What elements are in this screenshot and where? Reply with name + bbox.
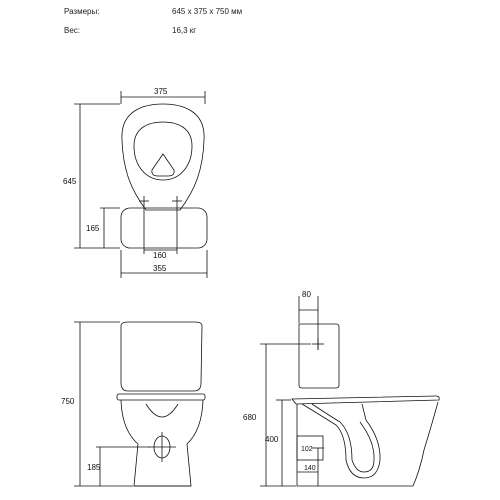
dim-hole-spacing: 160 <box>153 251 167 260</box>
dim-tank-depth: 165 <box>86 224 100 233</box>
dim-side-seat-height: 400 <box>265 435 279 444</box>
dimensions-value: 645 x 375 x 750 мм <box>172 7 243 16</box>
mounting-hole-right <box>172 196 182 254</box>
top-view-tank <box>121 208 207 248</box>
mounting-hole-left <box>139 196 149 254</box>
weight-label: Вес: <box>64 26 81 35</box>
dimensions-label: Размеры: <box>64 7 100 16</box>
dim-top-width: 375 <box>154 87 168 96</box>
top-view-drain <box>152 154 174 176</box>
dim-front-outlet-height: 185 <box>87 463 101 472</box>
dim-side-outlet-height: 102 <box>301 446 313 453</box>
dim-side-tank-offset: 80 <box>302 290 311 299</box>
weight-value: 16,3 кг <box>172 26 197 35</box>
front-view-seat <box>117 394 205 400</box>
front-view-tank <box>121 322 202 391</box>
top-view-bowl-outline <box>122 104 204 210</box>
dim-side-height: 680 <box>243 413 257 422</box>
top-view <box>74 91 207 278</box>
dim-front-height: 750 <box>61 397 75 406</box>
dim-top-depth: 645 <box>63 177 77 186</box>
side-view <box>260 296 439 486</box>
front-view-trap <box>146 404 178 417</box>
front-view <box>74 322 205 486</box>
side-view-tank <box>299 324 339 388</box>
side-view-seat <box>292 396 439 404</box>
top-view-inner-bowl <box>134 122 192 180</box>
dim-tank-width: 355 <box>153 264 167 273</box>
dim-side-outlet-offset: 140 <box>304 465 316 472</box>
